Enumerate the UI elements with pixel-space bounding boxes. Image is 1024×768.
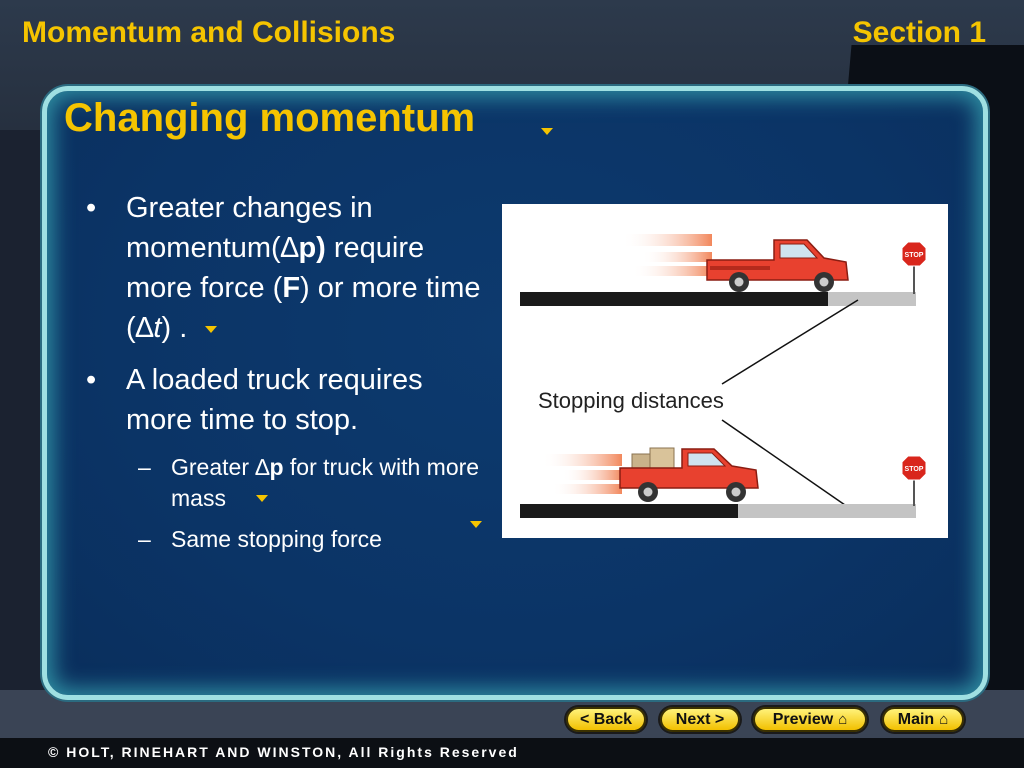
bullet-marker: • [86,364,97,396]
figure-svg [502,204,948,538]
truck-icon [620,448,758,502]
bullet-text: ) or more time ( [126,272,481,344]
motion-blur [642,252,712,262]
bullet-text: A loaded truck requires more time to stop. [126,364,423,436]
caret-down-icon[interactable] [205,326,217,333]
stop-sign-text: STOP [904,466,924,473]
stopping-distance-segment [738,504,916,518]
bullet-text: Greater changes in momentum( [126,192,373,264]
main-button[interactable] [882,707,964,732]
delta-symbol: ∆ [280,232,299,264]
motion-blur [622,234,712,246]
caret-down-icon[interactable] [470,521,482,528]
section-label: Section 1 [852,16,986,49]
motion-blur [542,454,622,466]
leader-line [722,300,858,384]
next-button[interactable] [660,707,740,732]
bullet-text: require more force ( [126,232,425,304]
bullet-list [86,188,496,565]
subbullet-text: for truck with more mass [171,454,480,511]
road [520,504,738,518]
loaded-truck-scene [520,448,926,518]
delta-symbol: ∆ [135,312,154,344]
home-icon: ⌂ [838,711,848,728]
time-symbol: t [153,312,162,344]
subbullet-marker: – [138,526,151,552]
bullet-item [86,360,496,440]
bullet-marker: • [86,192,97,224]
subbullet-text: Same stopping force [171,526,382,552]
subbullet-item [86,524,496,555]
bullet-item [86,188,496,348]
delta-symbol: ∆ [255,454,270,480]
caret-down-icon[interactable] [256,495,268,502]
momentum-symbol: p [269,454,284,480]
home-icon: ⌂ [939,711,949,728]
momentum-symbol: p) [298,232,326,264]
stopping-distance-figure [502,204,948,538]
subbullet-text: Greater [171,454,256,480]
motion-blur [632,266,712,276]
truck-icon [707,240,848,292]
motion-blur [552,484,622,494]
back-button-label: < Back [579,710,633,728]
caret-down-icon[interactable] [541,128,553,135]
slide-title: Changing momentum [64,96,476,140]
subbullet-item [86,452,496,514]
next-button-label: Next > [675,710,725,728]
motion-blur [562,470,622,480]
figure-caption: Stopping distances [538,388,724,413]
stopping-distance-segment [828,292,916,306]
preview-button-label: Preview [772,710,834,728]
chapter-title: Momentum and Collisions [22,16,396,49]
road [520,292,828,306]
copyright-text: © HOLT, RINEHART AND WINSTON, All Rights Reserved [48,744,519,760]
subbullet-marker: – [138,454,151,480]
stop-sign-text: STOP [904,252,924,259]
back-button[interactable] [566,707,646,732]
preview-button[interactable] [753,707,867,732]
main-button-label: Main [897,710,935,728]
force-symbol: F [282,272,301,304]
unloaded-truck-scene [520,234,926,306]
bullet-text: ) . [161,312,188,344]
